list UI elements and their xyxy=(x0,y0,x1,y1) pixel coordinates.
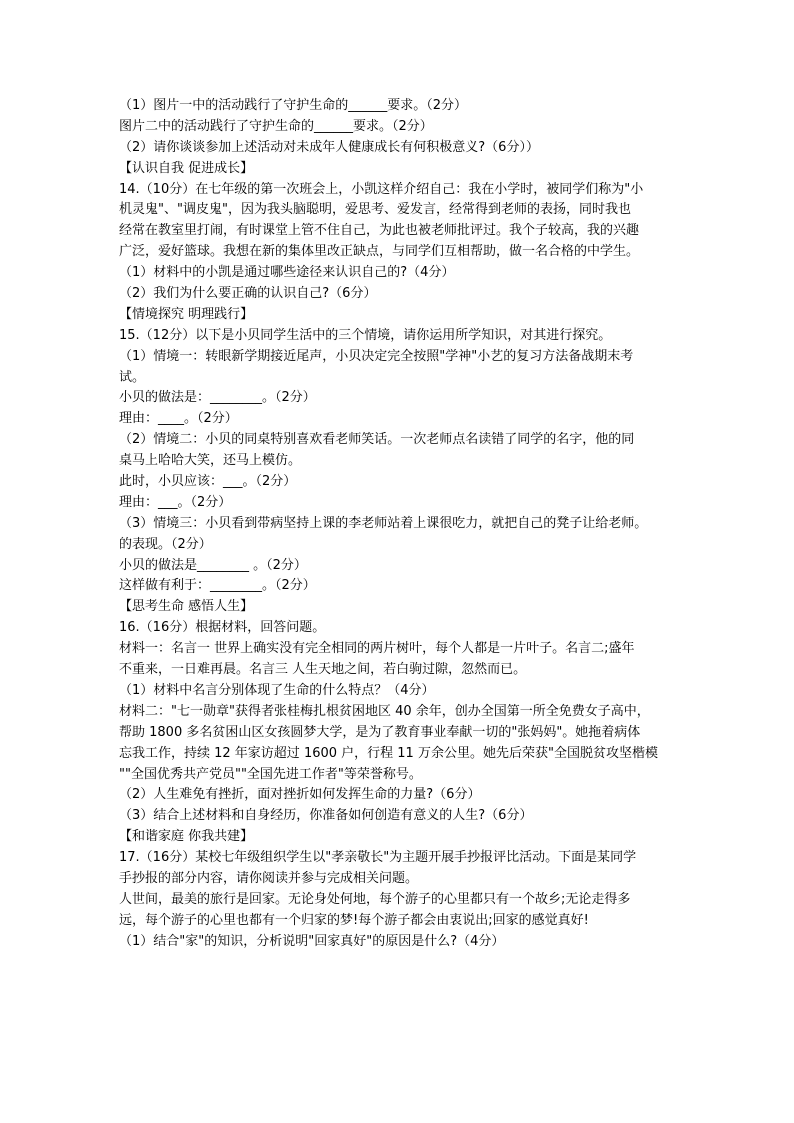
text-line: （2）请你谈谈参加上述活动对未成年人健康成长有何积极意义?（6分）） xyxy=(119,139,539,155)
text-line: 材料一：名言一 世界上确实没有完全相同的两片树叶，每个人都是一片叶子。名言二;盛年 xyxy=(119,641,635,657)
section-heading: 【认识自我 促进成长】 xyxy=(119,160,254,176)
text-line: （1）结合"家"的知识，分析说明"回家真好"的原因是什么?（4分） xyxy=(119,933,505,949)
text-line: 图片二中的活动践行了守护生命的______要求。（2分） xyxy=(119,118,433,134)
text-line: 理由：___。（2分） xyxy=(119,494,232,510)
text-line: 机灵鬼"、"调皮鬼"，因为我头脑聪明，爱思考、爱发言，经常得到老师的表扬，同时我也 xyxy=(119,202,631,218)
text-line: 忘我工作，持续 12 年家访超过 1600 户，行程 11 万余公里。她先后荣获"全国脱贫攻坚楷模 xyxy=(119,745,658,761)
text-line: （2）人生难免有挫折，面对挫折如何发挥生命的力量?（6分） xyxy=(119,787,481,803)
text-line: （1）情境一：转眼新学期接近尾声，小贝决定完全按照"学神"小艺的复习方法备战期末考 xyxy=(119,348,634,364)
text-line: 小贝的做法是________ 。（2分） xyxy=(119,557,307,573)
text-line: 经常在教室里打闹，有时课堂上管不住自己，为此也被老师批评过。我个子较高，我的兴趣 xyxy=(119,223,640,239)
text-line: 帮助 1800 多名贫困山区女孩圆梦大学，是为了教育事业奉献一切的"张妈妈"。她拖着病体 xyxy=(119,724,641,740)
text-line: （1）图片一中的活动践行了守护生命的______要求。（2分） xyxy=(119,98,468,113)
text-line: ""全国优秀共产党员""全国先进工作者"等荣誉称号。 xyxy=(119,766,422,782)
text-line: 不重来，一日难再晨。名言三 人生天地之间，若白驹过隙，忽然而已。 xyxy=(119,662,527,678)
text-line: 人世间，最美的旅行是回家。无论身处何地，每个游子的心里都只有一个故乡;无论走得多 xyxy=(119,891,631,907)
text-line: 远，每个游子的心里也都有一个归家的梦!每个游子都会由衷说出;回家的感觉真好! xyxy=(119,912,589,928)
text-line: （2）我们为什么要正确的认识自己?（6分） xyxy=(119,286,377,302)
text-line: 小贝的做法是：________。（2分） xyxy=(119,390,316,406)
text-line: 此时，小贝应该：___。（2分） xyxy=(119,474,297,490)
text-line: 17.（16分）某校七年级组织学生以"孝亲敬长"为主题开展手抄报评比活动。下面是某同学 xyxy=(119,850,637,866)
text-line: （3）结合上述材料和自身经历，你准备如何创造有意义的人生?（6分） xyxy=(119,808,533,824)
section-heading: 【和谐家庭 你我共建】 xyxy=(119,829,254,845)
text-line: 桌马上哈哈大笑，还马上模仿。 xyxy=(119,453,302,469)
text-line: 的表现。（2分） xyxy=(119,536,212,552)
text-line: 试。 xyxy=(119,369,146,385)
text-line: 广泛，爱好篮球。我想在新的集体里改正缺点，与同学们互相帮助，做一名合格的中学生。 xyxy=(119,244,640,260)
document-page xyxy=(119,96,679,953)
text-line: （2）情境二：小贝的同桌特别喜欢看老师笑话。一次老师点名读错了同学的名字，他的同 xyxy=(119,432,635,448)
text-line: 15.（12分）以下是小贝同学生活中的三个情境，请你运用所学知识，对其进行探究。 xyxy=(119,327,612,343)
text-line: 手抄报的部分内容，请你阅读并参与完成相关问题。 xyxy=(119,870,419,886)
text-line: 14.（10分）在七年级的第一次班会上，小凯这样介绍自己：我在小学时，被同学们称为"小 xyxy=(119,181,644,197)
text-line: 材料二："七一勋章"获得者张桂梅扎根贫困地区 40 余年，创办全国第一所全免费女子高中， xyxy=(119,703,650,719)
text-line: 这样做有利于：________。（2分） xyxy=(119,578,316,594)
text-line: 理由：____。（2分） xyxy=(119,411,238,427)
text-line: （3）情境三：小贝看到带病坚持上课的李老师站着上课很吃力，就把自己的凳子让给老师。 xyxy=(119,515,648,531)
section-heading: 【情境探究 明理践行】 xyxy=(119,306,254,322)
text-line: （1）材料中的小凯是通过哪些途径来认识自己的?（4分） xyxy=(119,265,455,281)
text-line: 16.（16分）根据材料，回答问题。 xyxy=(119,620,326,636)
section-heading: 【思考生命 感悟人生】 xyxy=(119,599,254,615)
text-line: （1）材料中名言分别体现了生命的什么特点？（4分） xyxy=(119,682,435,698)
